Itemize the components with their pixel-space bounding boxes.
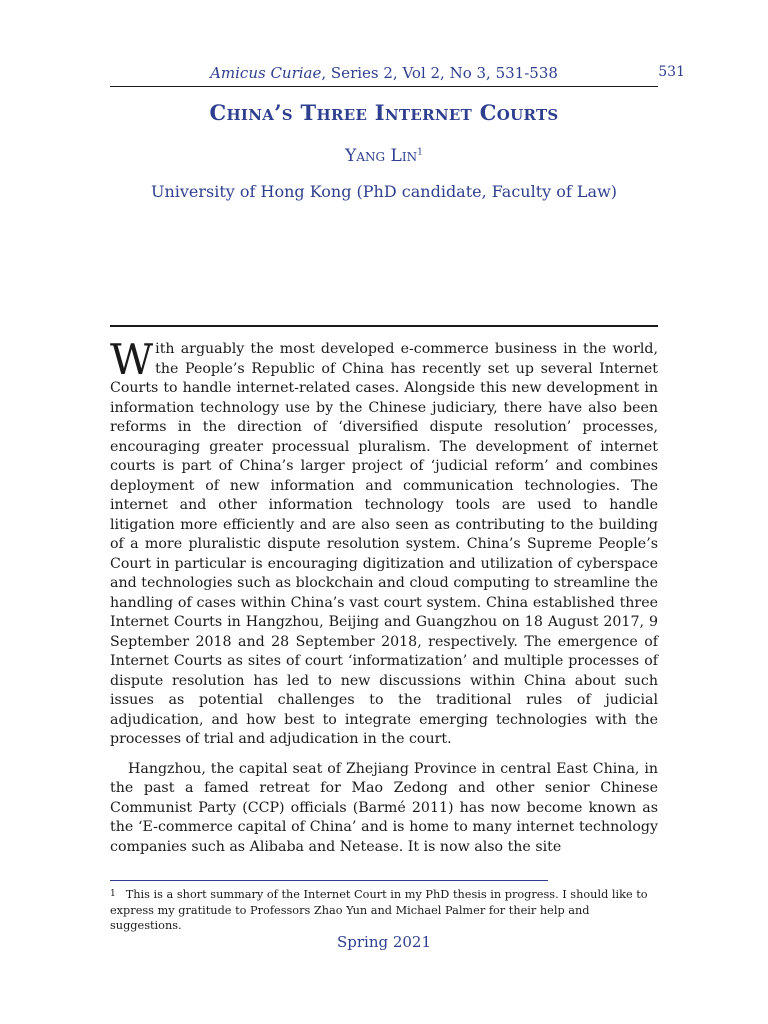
- article-title: China’s Three Internet Courts: [209, 100, 559, 125]
- author-name: Yang Lin: [345, 146, 418, 166]
- page-number: 531: [658, 64, 685, 80]
- author-line: [0, 146, 768, 166]
- journal-name: Amicus Curiae: [210, 64, 322, 82]
- paragraph-text: ith arguably the most developed e-commerce business in the world, the People’s Republic of China has recently set up several Internet Courts to handle internet-related cases. Alongside this new development in information technology use by the Chinese judiciary, there have also been reforms in the direction of ‘diversified dispute resolution’ processes, encouraging greater processual pluralism. The development of internet courts is part of China’s larger project of ‘judicial reform’ and combines deployment of new information and communication technologies. The internet and other information technology tools are used to handle litigation more efficiently and are also seen as contributing to the building of a more pluralistic dispute resolution system. China’s Supreme People’s Court in particular is encouraging digitization and utilization of cyberspace and technologies such as blockchain and cloud computing to streamline the handling of cases within China’s vast court system. China established three Internet Courts in Hangzhou, Beijing and Guangzhou on 18 August 2017, 9 September 2018 and 28 September 2018, respectively. The emergence of Internet Courts as sites of court ‘informatization’ and multiple processes of dispute resolution has led to new discussions within China about such issues as potential challenges to the traditional rules of judicial adjudication, and how best to integrate emerging technologies with the processes of trial and adjudication in the court.: [110, 341, 658, 747]
- article-body: [110, 335, 658, 857]
- body-paragraph: [110, 335, 658, 750]
- footnote-divider: [110, 880, 548, 881]
- footnote: [110, 887, 658, 934]
- header-divider: [110, 86, 658, 87]
- issue-footer: Spring 2021: [336, 933, 432, 951]
- author-affiliation: University of Hong Kong (PhD candidate, Faculty of Law): [150, 182, 618, 201]
- footnote-text: This is a short summary of the Internet Court in my PhD thesis in progress. I should like to express my gratitude to Professors Zhao Yun and Michael Palmer for their help and suggestions.: [110, 888, 648, 932]
- body-paragraph: Hangzhou, the capital seat of Zhejiang Province in central East China, in the past a famed retreat for Mao Zedong and other senior Chinese Communist Party (CCP) officials (Barmé 2011) has now become known as the ‘E-commerce capital of China’ and is home to many internet technology companies such as Alibaba and Netease. It is now also the site: [110, 760, 658, 855]
- journal-citation: , Series 2, Vol 2, No 3, 531-538: [321, 64, 558, 82]
- section-divider: [110, 325, 658, 327]
- author-footnote-mark[interactable]: 1: [417, 147, 423, 158]
- footnote-number: 1: [110, 889, 116, 899]
- drop-cap: W: [110, 335, 154, 384]
